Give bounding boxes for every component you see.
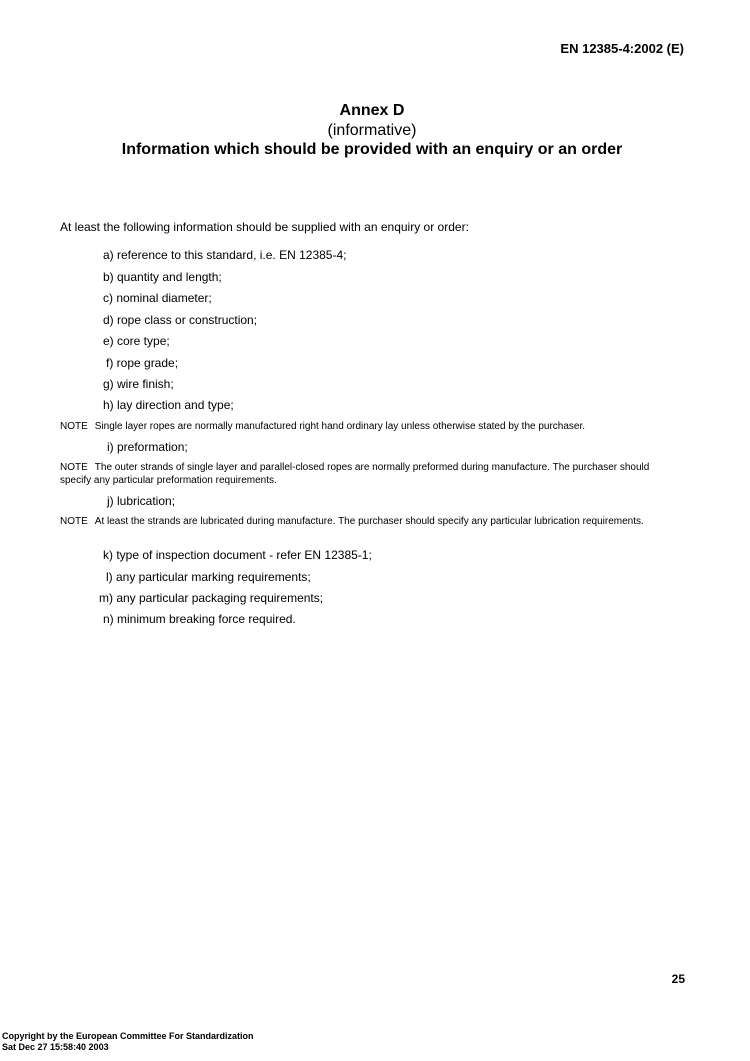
note-text: The outer strands of single layer and parallel-closed ropes are normally preformed during manufacture. The purchaser should specify any particular preformation requirements. <box>60 462 650 486</box>
note-text: At least the strands are lubricated during manufacture. The purchaser should specify any particular lubrication requirements. <box>94 516 644 527</box>
list-item-f: f) rope grade; <box>106 356 179 370</box>
standard-reference: EN 12385-4:2002 (E) <box>560 41 684 56</box>
list-item-j: j) lubrication; <box>107 494 176 508</box>
list-item-h: h) lay direction and type; <box>103 398 234 412</box>
annex-title: Annex D <box>339 102 405 119</box>
list-item-i: i) preformation; <box>107 440 188 454</box>
note-preformation <box>60 461 680 487</box>
copyright-footer <box>2 1031 254 1053</box>
list-item-k: k) type of inspection document - refer EN 12385-1; <box>103 548 372 562</box>
list-item-l: l) any particular marking requirements; <box>106 570 311 584</box>
note-label: NOTE <box>60 462 88 473</box>
list-item-d: d) rope class or construction; <box>103 313 258 327</box>
note-lubrication <box>60 515 680 528</box>
note-text: Single layer ropes are normally manufactured right hand ordinary lay unless otherwise stated by the purchaser. <box>94 421 586 432</box>
list-item-m: m) any particular packaging requirements; <box>99 591 324 605</box>
list-item-c: c) nominal diameter; <box>103 291 212 305</box>
timestamp-line: Sat Dec 27 15:58:40 2003 <box>2 1042 109 1052</box>
list-item-n: n) minimum breaking force required. <box>103 612 296 626</box>
list-item-e: e) core type; <box>103 334 170 348</box>
note-label: NOTE <box>60 421 88 432</box>
list-item-b: b) quantity and length; <box>103 270 222 284</box>
annex-header <box>0 101 744 160</box>
intro-text: At least the following information should be supplied with an enquiry or order: <box>60 220 469 234</box>
page-number: 25 <box>671 972 685 986</box>
note-label: NOTE <box>60 516 88 527</box>
copyright-line: Copyright by the European Committee For Standardization <box>2 1031 254 1041</box>
list-item-g: g) wire finish; <box>103 377 174 391</box>
note-lay-direction <box>60 420 680 433</box>
annex-heading: Information which should be provided with an enquiry or an order <box>121 141 623 158</box>
list-item-a: a) reference to this standard, i.e. EN 12385-4; <box>103 248 347 262</box>
annex-subtitle: (informative) <box>327 122 417 139</box>
